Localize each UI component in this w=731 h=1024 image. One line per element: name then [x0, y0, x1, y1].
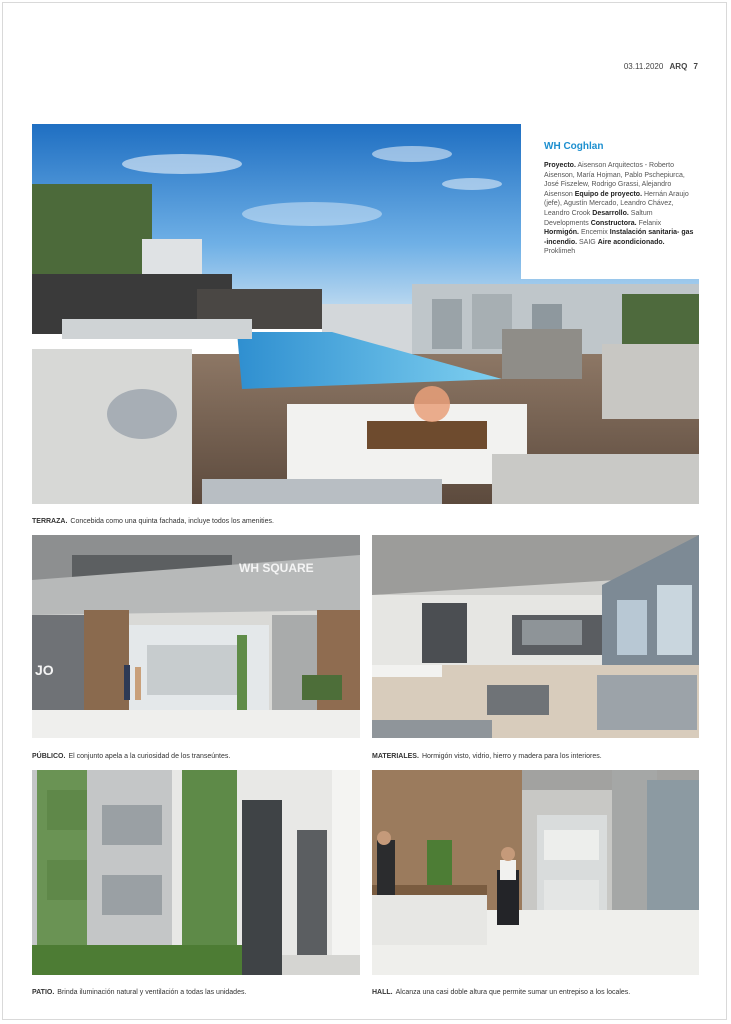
caption-label: TERRAZA. — [32, 518, 68, 525]
patio-illustration — [32, 770, 360, 975]
caption-text: Alcanza una casi doble altura que permite sumar un entrepiso a los locales. — [395, 989, 631, 996]
caption-materiales — [372, 753, 602, 760]
project-title: WH Coghlan — [544, 141, 604, 152]
interior-materials-photo — [372, 535, 699, 738]
credit-label: Aire acondicionado. — [597, 238, 665, 246]
patio-photo — [32, 770, 360, 975]
credit-text: Saltum Developments — [544, 209, 653, 227]
caption-patio — [32, 989, 246, 996]
credit-text: SAIG — [579, 238, 596, 246]
credit-text: Aisenson Arquitectos - Roberto Aisenson, María Hojman, Pablo Pschepiurca, José Fiszelew, Rodrigo Grassi, Alejandro Aisenson — [544, 162, 685, 198]
credit-label: Desarrollo. — [592, 209, 629, 217]
caption-text: Hormigón visto, vidrio, hierro y madera para los interiores. — [421, 753, 602, 760]
caption-publico — [32, 753, 230, 760]
building-sign: WH SQUARE — [239, 561, 314, 575]
project-info-box — [521, 124, 699, 279]
header-section: ARQ — [669, 62, 688, 71]
public-facade-photo — [32, 535, 360, 738]
caption-hall — [372, 989, 630, 996]
caption-label: MATERIALES. — [372, 753, 419, 760]
storefront-letters: JO — [35, 662, 54, 678]
hall-photo — [372, 770, 699, 975]
materials-illustration — [372, 535, 699, 738]
page-header — [624, 62, 698, 71]
hall-illustration — [372, 770, 699, 975]
credit-label: Equipo de proyecto. — [574, 190, 643, 198]
credit-text: Encemix — [580, 229, 608, 237]
credit-text: Hernán Araujo (jefe), Agustín Mercado, Leandro Chávez, Leandro Crook — [544, 190, 689, 217]
caption-text: Brinda iluminación natural y ventilación a todas las unidades. — [57, 989, 247, 996]
credit-label: Proyecto. — [544, 162, 576, 169]
credit-label: Constructora. — [590, 219, 637, 227]
project-credits — [544, 161, 694, 257]
caption-text: Concebida como una quinta fachada, incluye todos los amenities. — [70, 518, 274, 525]
caption-label: HALL. — [372, 989, 393, 996]
header-date: 03.11.2020 — [623, 62, 664, 71]
caption-label: PÚBLICO. — [32, 753, 66, 760]
caption-label: PATIO. — [32, 989, 55, 996]
credit-text: Felanix — [638, 219, 662, 227]
credit-text: Proklimeh — [544, 248, 576, 256]
header-page-number: 7 — [693, 62, 698, 71]
caption-terraza — [32, 518, 274, 525]
public-illustration — [32, 535, 360, 738]
credit-label: Hormigón. — [544, 229, 579, 237]
credit-label: Instalación sanitaria- gas -incendio. — [544, 229, 694, 246]
caption-text: El conjunto apela a la curiosidad de los transeúntes. — [68, 753, 231, 760]
